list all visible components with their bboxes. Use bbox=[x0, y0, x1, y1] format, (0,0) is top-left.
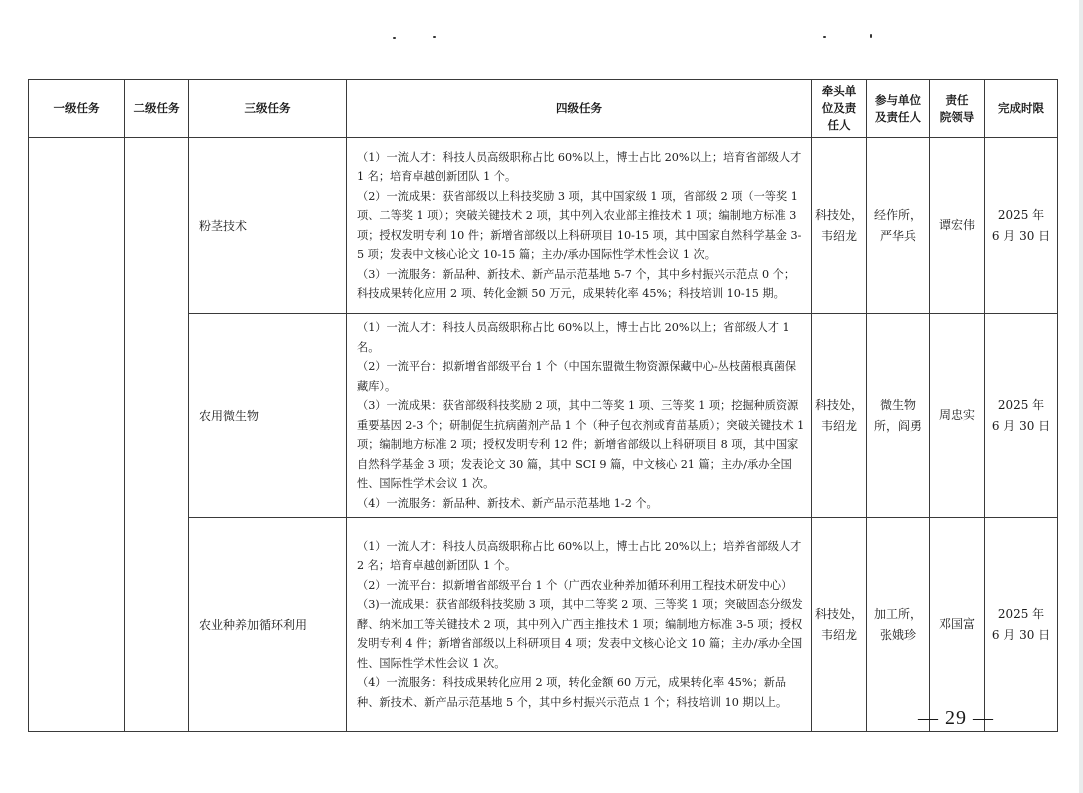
level4-item: （4）一流服务：新品种、新技术、新产品示范基地 1-2 个。 bbox=[357, 496, 658, 510]
header-participant: 参与单位 及责任人 bbox=[867, 80, 930, 138]
header-level4: 四级任务 bbox=[347, 80, 812, 138]
participant-cell: 微生物 所，阎勇 bbox=[867, 314, 930, 518]
level1-cell bbox=[29, 138, 125, 732]
scan-speck bbox=[870, 34, 872, 38]
level4-item: （3）一流服务：新品种、新技术、新产品示范基地 5-7 个，其中乡村振兴示范点 0 个；科技成果转化应用 2 项、转化金额 50 万元，成果转化率 45%；科技培训 10-15 期。 bbox=[357, 267, 796, 300]
lead-cell: 科技处， 韦绍龙 bbox=[812, 518, 867, 732]
level3-cell: 农用微生物 bbox=[189, 314, 347, 518]
level3-cell: 粉茎技术 bbox=[189, 138, 347, 314]
deadline-cell: 2025 年 6 月 30 日 bbox=[985, 138, 1058, 314]
leader-cell: 邓国富 bbox=[930, 518, 985, 732]
deadline-cell: 2025 年 6 月 30 日 bbox=[985, 314, 1058, 518]
scan-speck bbox=[823, 36, 826, 38]
level4-cell bbox=[347, 138, 812, 314]
scan-speck bbox=[393, 37, 396, 39]
level4-cell bbox=[347, 314, 812, 518]
lead-cell: 科技处， 韦绍龙 bbox=[812, 138, 867, 314]
level4-item: （3)一流成果：获省部级科技奖励 3 项，其中二等奖 2 项、三等奖 1 项；突破固态分级发酵、纳米加工等关键技术 2 项，其中列入广西主推技术 1 项；编制地方标准 3-5 项；授权发明专利 4 件；新增省部级以上科研项目 4 项；发表中文核心论文 10 篇；主办/承办全国性、国际性学术性会议 1 次。 bbox=[357, 598, 803, 670]
header-lead: 牵头单 位及责 任人 bbox=[812, 80, 867, 138]
page-number: — 29 — bbox=[918, 707, 994, 729]
level4-item: （3）一流成果：获省部级科技奖励 2 项，其中二等奖 1 项、三等奖 1 项；挖掘种质资源重要基因 2-3 个；研制促生抗病菌剂产品 1 个（种子包衣剂或育苗基质）；突破关键技术 1 项；编制地方标准 2 项；授权发明专利 12 件；新增省部级以上科研项目 8 项，其中国家自然科学基金 3 项；发表论文 30 篇，其中 SCI 9 篇，中文核心 21 篇；主办/承办全国性、国际性学术会议 1 次。 bbox=[357, 399, 805, 490]
level4-item: （1）一流人才：科技人员高级职称占比 60%以上，博士占比 20%以上；培养省部级人才 2 名；培育卓越创新团队 1 个。 bbox=[357, 539, 802, 573]
header-leader: 责任 院领导 bbox=[930, 80, 985, 138]
scan-speck bbox=[433, 36, 436, 38]
level4-item: （2）一流平台：拟新增省部级平台 1 个（广西农业种养加循环利用工程技术研发中心） bbox=[357, 578, 793, 592]
leader-cell: 谭宏伟 bbox=[930, 138, 985, 314]
header-level1: 一级任务 bbox=[29, 80, 125, 138]
leader-cell: 周忠实 bbox=[930, 314, 985, 518]
deadline-cell: 2025 年 6 月 30 日 bbox=[985, 518, 1058, 732]
level4-item: （2）一流平台：拟新增省部级平台 1 个（中国东盟微生物资源保藏中心-丛枝菌根真菌保藏库）。 bbox=[357, 360, 797, 393]
participant-cell: 加工所， 张娥珍 bbox=[867, 518, 930, 732]
level4-item: （1）一流人才：科技人员高级职称占比 60%以上，博士占比 20%以上；培育省部级人才 1 名；培育卓越创新团队 1 个。 bbox=[357, 150, 802, 183]
level4-item: （2）一流成果：获省部级以上科技奖励 3 项，其中国家级 1 项，省部级 2 项（一等奖 1 项、二等奖 1 项）；突破关键技术 2 项，其中列入农业部主推技术 1 项；编制地方标准 3 项；授权发明专利 10 件；新增省部级以上科研项目 10-15 项，其中国家自然科学基金 3-5 项；发表中文核心论文 10-15 篇；主办/承办国际性学术性会议 1 次。 bbox=[357, 189, 802, 261]
task-table bbox=[28, 79, 1058, 732]
participant-cell: 经作所， 严华兵 bbox=[867, 138, 930, 314]
header-deadline: 完成时限 bbox=[985, 80, 1058, 138]
header-level2: 二级任务 bbox=[125, 80, 189, 138]
level4-item: （4）一流服务：科技成果转化应用 2 项，转化金额 60 万元，成果转化率 45%；新品种、新技术、新产品示范基地 5 个，其中乡村振兴示范点 1 个；科技培训 10 期以上。 bbox=[357, 676, 788, 709]
table-row bbox=[29, 138, 1058, 314]
level4-cell bbox=[347, 518, 812, 732]
scan-page-edge bbox=[1079, 0, 1083, 793]
level4-item: （1）一流人才：科技人员高级职称占比 60%以上，博士占比 20%以上；省部级人才 1 名。 bbox=[357, 321, 790, 354]
lead-cell: 科技处， 韦绍龙 bbox=[812, 314, 867, 518]
level2-cell bbox=[125, 138, 189, 732]
header-level3: 三级任务 bbox=[189, 80, 347, 138]
level3-cell: 农业种养加循环利用 bbox=[189, 518, 347, 732]
header-row bbox=[29, 80, 1058, 138]
